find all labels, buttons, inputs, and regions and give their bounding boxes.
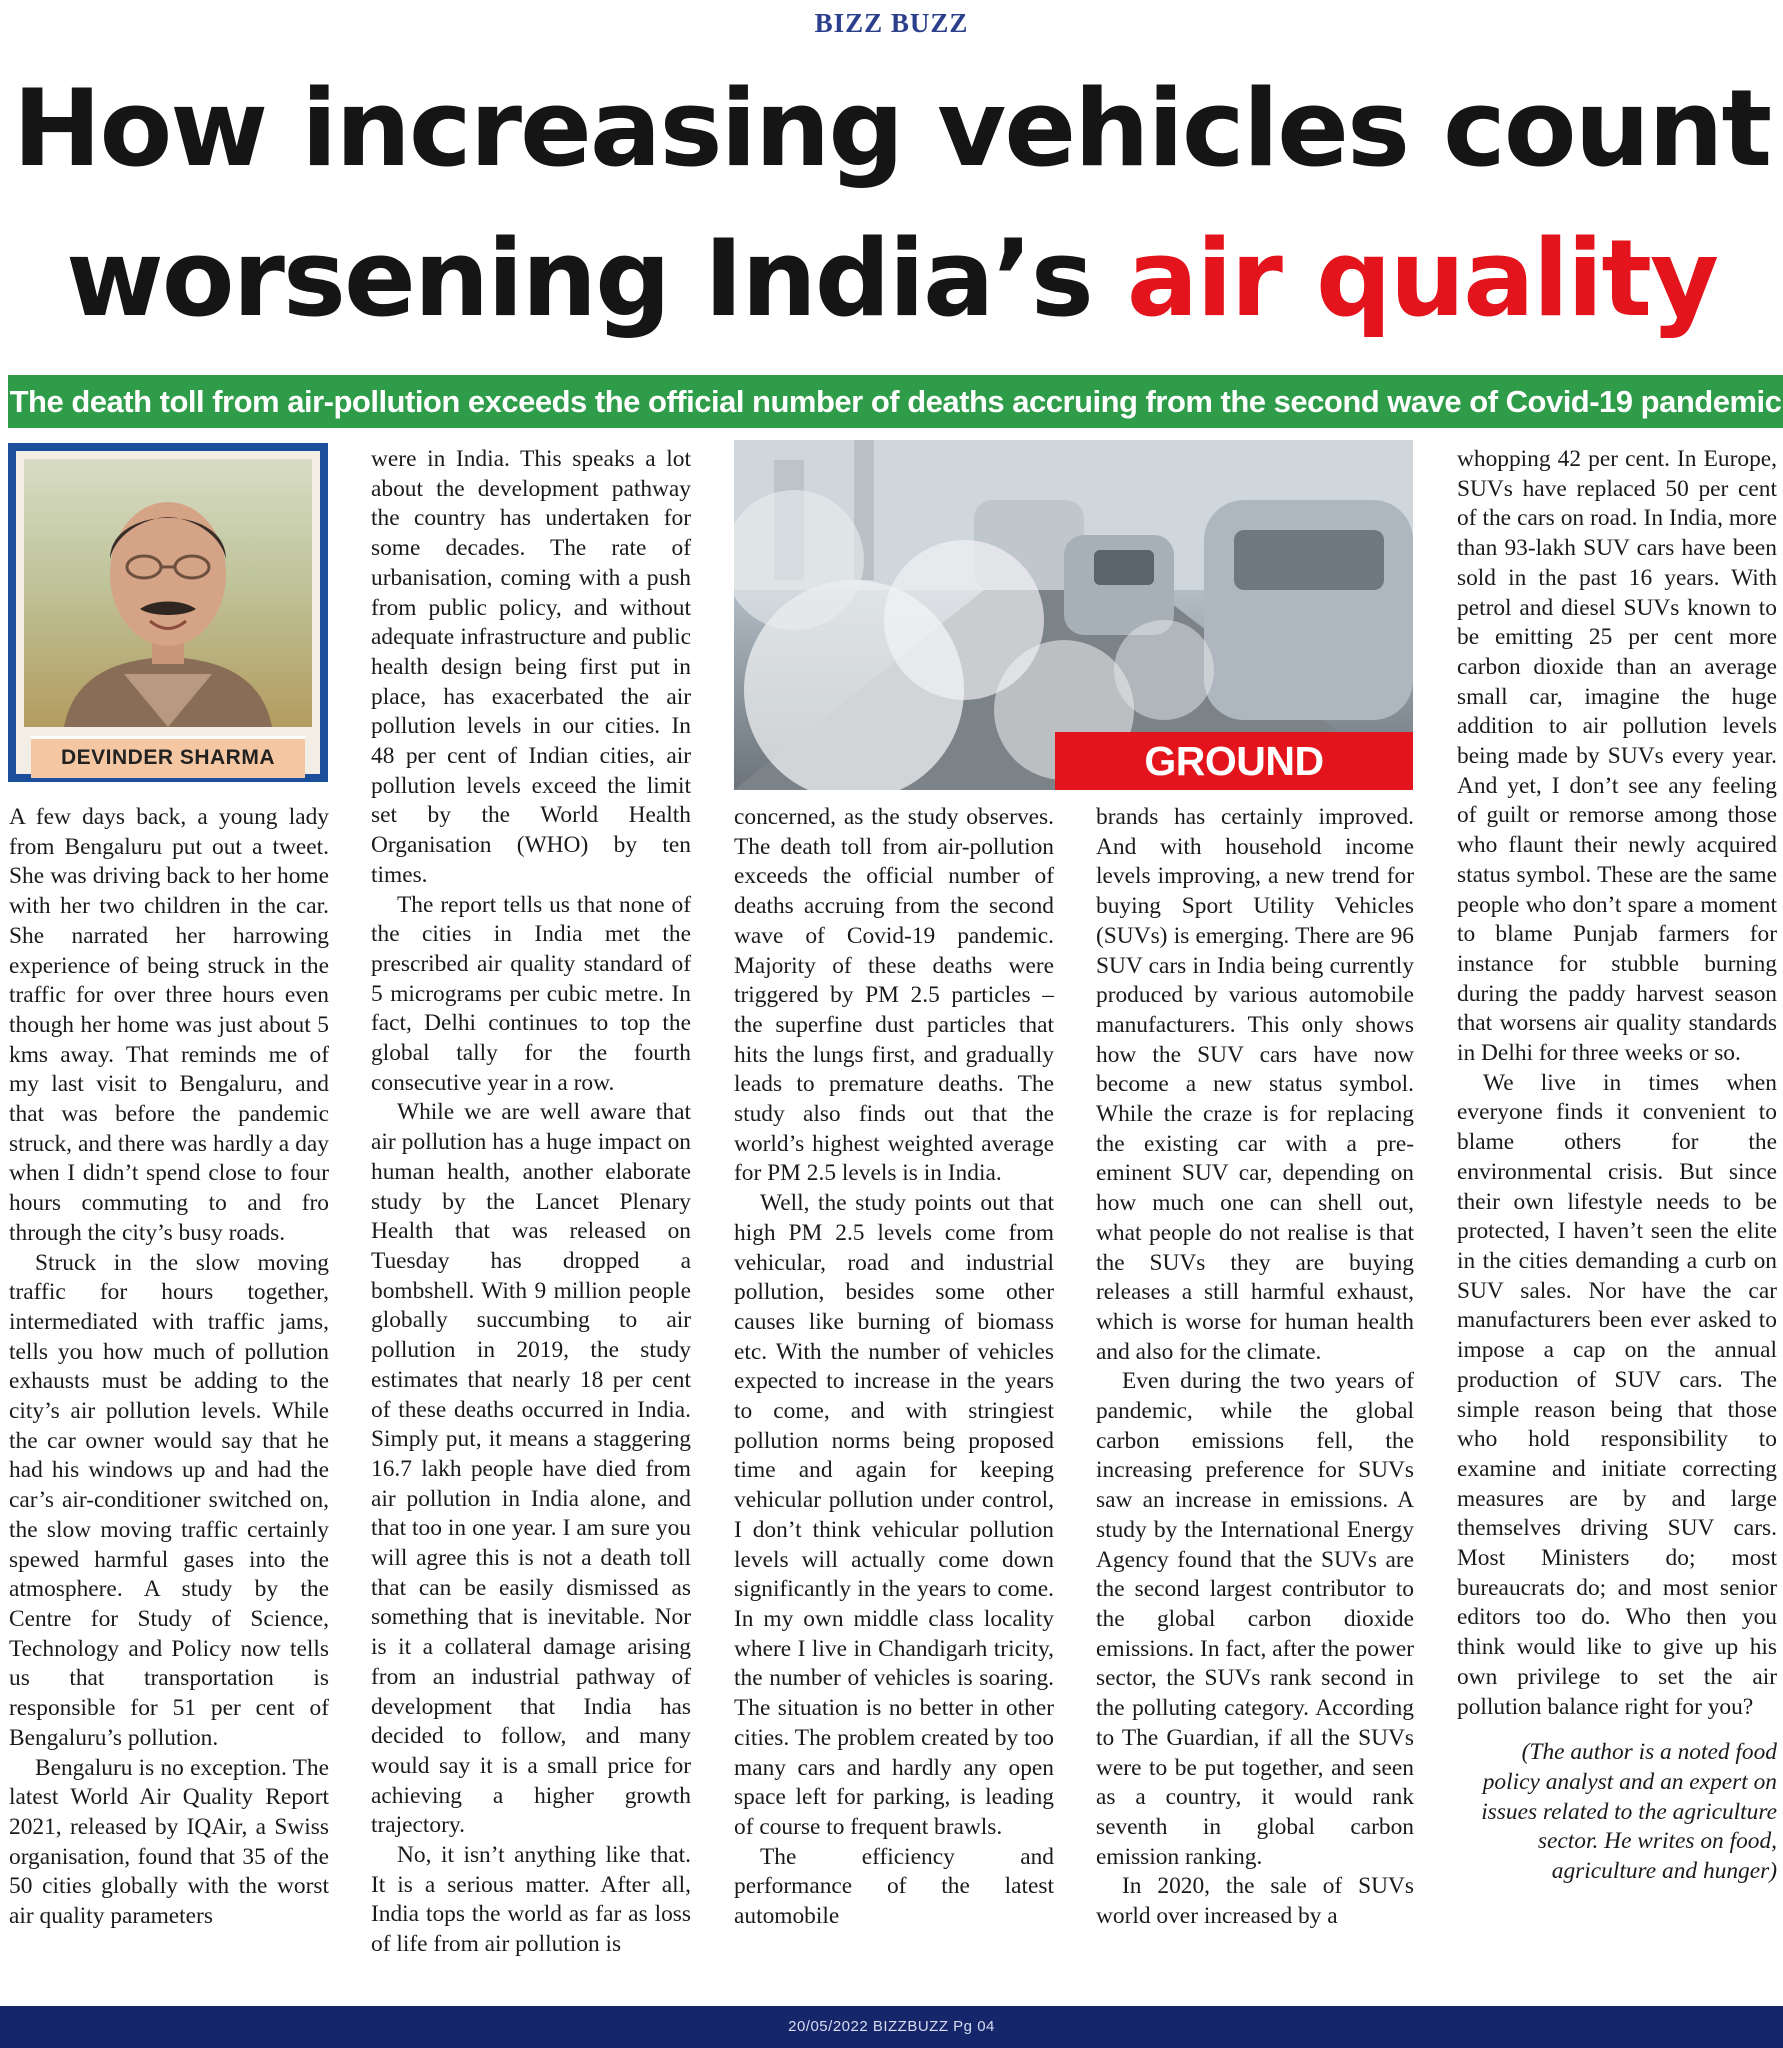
masthead bbox=[0, 8, 1783, 39]
article-paragraph: Bengaluru is no exception. The latest World Air Quality Report 2021, released by IQAir, a Swiss organisation, found that 35 of the 50 cities globally with the worst air quality parameters bbox=[9, 1754, 329, 1930]
article-paragraph: No, it isn’t anything like that. It is a serious matter. After all, India tops the world as far as loss of life from air pollution is bbox=[371, 1842, 691, 1958]
traffic-photo bbox=[734, 440, 1413, 790]
article-paragraph: Struck in the slow moving traffic for hours together, intermediated with traffic jams, tells you how much of pollution exhausts must be adding to the city’s air pollution levels. While the car owner would say that he had his windows up and had the car’s air-conditioner switched on, the slow moving traffic certainly spewed harmful gases into the atmosphere. A study by the Centre for Study of Science, Technology and Policy now tells us that transportation is responsible for 51 per cent of Bengaluru’s pollution. bbox=[9, 1249, 329, 1751]
author-name-caption: DEVINDER SHARMA bbox=[31, 736, 305, 778]
author-note: (The author is a noted food policy analyst and an expert on issues related to the agriculture sector. He writes on food, agriculture and hunger) bbox=[1481, 1739, 1777, 1885]
article-column-1 bbox=[9, 803, 329, 1932]
article-paragraph: Even during the two years of pandemic, while the global carbon emissions fell, the increasing preference for SUVs saw an increase in emissions. A study by the International Energy Agency found that the SUVs are the second largest contributor to the global carbon dioxide emissions. In fact, after the power sector, the SUVs rank second in the polluting category. According to The Guardian, if all the SUVs were to be put together, and seen as a country, it would rank seventh in global carbon emission ranking. bbox=[1096, 1368, 1414, 1870]
brand-logo: BIZZ BUZZ bbox=[814, 8, 969, 38]
article-paragraph: We live in times when everyone finds it convenient to blame others for the environmental crisis. But since their own lifestyle needs to be protected, I haven’t seen the elite in the cities demanding a curb on SUV sales. Nor have the car manufacturers been ever asked to impose a cap on the annual production of SUV cars. The simple reason being that those who hold responsibility to examine and initiate correcting measures are by and large themselves driving SUV cars. Most Ministers do; most bureaucrats do; and most senior editors too do. Who then you think would like to give up his own privilege to set the air pollution balance right for you? bbox=[1457, 1069, 1777, 1720]
article-column-4 bbox=[1096, 803, 1414, 1932]
deck-banner: The death toll from air-pollution exceeds the official number of deaths accruing from the second wave of Covid-19 pandemic bbox=[8, 375, 1783, 428]
article-paragraph: concerned, as the study observes. The death toll from air-pollution exceeds the official number of deaths accruing from the second wave of Covid-19 pandemic. Majority of these deaths were triggered by PM 2.5 particles – the superfine dust particles that hits the lungs first, and gradually leads to premature deaths. The study also finds out that the world’s highest weighted average for PM 2.5 levels is in India. bbox=[734, 804, 1054, 1187]
article-paragraph: were in India. This speaks a lot about the development pathway the country has undertaken for some decades. The rate of urbanisation, coming with a push from public policy, and without adequate infrastructure and public health design being first put in place, has exacerbated the air pollution levels in our cities. In 48 per cent of Indian cities, air pollution levels exceed the limit set by the World Health Organisation (WHO) by ten times. bbox=[371, 446, 691, 888]
article-paragraph: A few days back, a young lady from Bengaluru put out a tweet. She was driving back to her home with her two children in the car. She narrated her harrowing experience of being struck in the traffic for over three hours even though her home was just about 5 kms away. That reminds me of my last visit to Bengaluru, and that was before the pandemic struck, and there was hardly a day when I didn’t spend close to four hours commuting to and fro through the city’s busy roads. bbox=[9, 804, 329, 1246]
headline-highlight: air quality bbox=[1126, 217, 1718, 340]
article-paragraph: brands has certainly improved. And with household income levels improving, a new trend for buying Sport Utility Vehicles (SUVs) is emerging. There are 96 SUV cars in India being currently produced by various automobile manufacturers. This only shows how the SUV cars have now become a new status symbol. While the craze is for replacing the existing car with a pre-eminent SUV car, depending on how much one can shell out, what people do not realise is that the SUVs they are buying releases a still harmful exhaust, which is worse for human health and also for the climate. bbox=[1096, 804, 1414, 1365]
article-paragraph: In 2020, the sale of SUVs world over increased by a bbox=[1096, 1873, 1414, 1930]
photo-badge: GROUND bbox=[1055, 732, 1413, 790]
author-illustration bbox=[24, 459, 312, 727]
article-paragraph: Well, the study points out that high PM 2.5 levels come from vehicular, road and industrial pollution, besides some other causes like burning of biomass etc. With the number of vehicles expected to increase in the years to come, and with stringiest pollution norms being proposed time and again for keeping vehicular pollution under control, I don’t think vehicular pollution levels will actually come down significantly in the years to come. In my own middle class locality where I live in Chandigarh tricity, the number of vehicles is soaring. The situation is no better in other cities. The problem created by too many cars and hardly any open space left for parking, is leading of course to frequent brawls. bbox=[734, 1190, 1054, 1840]
article-column-5 bbox=[1457, 445, 1777, 1887]
headline-line-2-main: worsening India’s bbox=[65, 217, 1092, 340]
article-paragraph: The report tells us that none of the cities in India met the prescribed air quality standard of 5 micrograms per cubic metre. In fact, Delhi continues to top the global tally for the fourth consecutive year in a row. bbox=[371, 891, 691, 1096]
headline-line-1: How increasing vehicles count bbox=[12, 67, 1771, 190]
page-footer: 20/05/2022 BIZZBUZZ Pg 04 bbox=[0, 2006, 1783, 2048]
article-paragraph: whopping 42 per cent. In Europe, SUVs have replaced 50 per cent of the cars on road. In India, more than 93-lakh SUV cars have been sold in the past 16 years. With petrol and diesel SUVs known to be emitting 25 per cent more carbon dioxide than an average small car, imagine the huge addition to air pollution levels being made by SUVs every year. And yet, I don’t see any feeling of guilt or remorse among those who flaunt their newly acquired status symbol. These are the same people who don’t spare a moment to blame Punjab farmers for instance for stubble burning during the paddy harvest season that worsens air quality standards in Delhi for three weeks or so. bbox=[1457, 446, 1777, 1067]
article-paragraph: The efficiency and performance of the latest automobile bbox=[734, 1843, 1054, 1930]
author-photo bbox=[24, 459, 312, 727]
article-paragraph: While we are well aware that air pollution has a huge impact on human health, another elaborate study by the Lancet Plenary Health that was released on Tuesday has dropped a bombshell. With 9 million people globally succumbing to air pollution in 2019, the study estimates that nearly 18 per cent of these deaths occurred in India. Simply put, it means a staggering 16.7 lakh people have died from air pollution in India alone, and that too in one year. I am sure you will agree this is not a death toll that can be easily dismissed as something that is inevitable. Nor is it a collateral damage arising from an industrial pathway of development that India has decided to follow, and many would say it is a small price for achieving a higher growth trajectory. bbox=[371, 1099, 691, 1839]
article-column-2 bbox=[371, 445, 691, 1960]
article-column-3 bbox=[734, 803, 1054, 1932]
headline-line-2 bbox=[0, 217, 1783, 340]
author-portrait-frame bbox=[8, 443, 328, 782]
